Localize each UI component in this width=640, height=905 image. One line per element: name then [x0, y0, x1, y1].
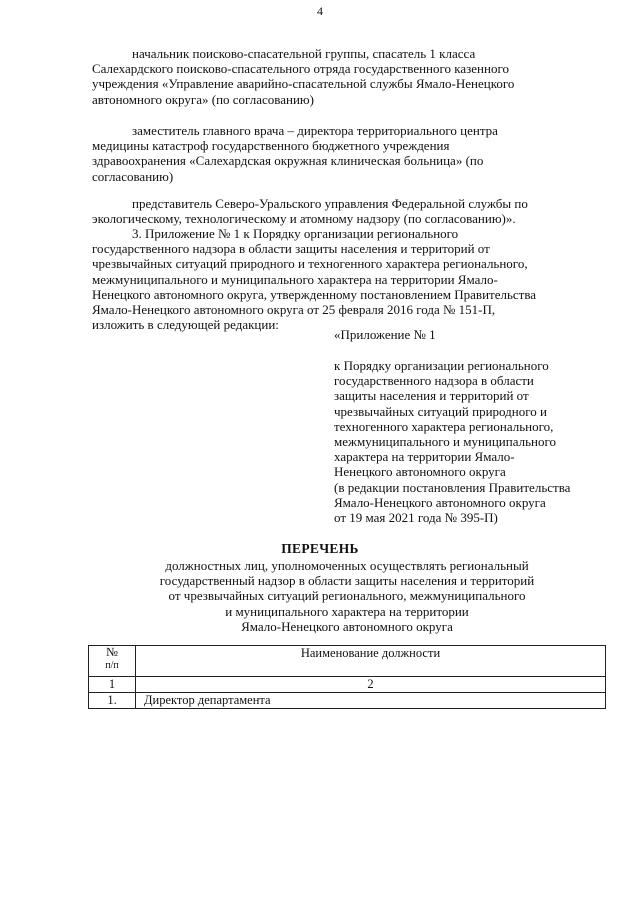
- text-line: Ямало-Ненецкого автономного округа от 25 февраля 2016 года № 151-П,: [92, 302, 496, 318]
- text-line: начальник поисково-спасательной группы, спасатель 1 класса: [132, 46, 476, 61]
- text-line: изложить в следующей редакции:: [92, 317, 279, 333]
- amendment-paragraph: [92, 226, 602, 332]
- text-line: 3. Приложение № 1 к Порядку организации регионального: [132, 226, 459, 241]
- row-position-name: Директор департамента: [136, 693, 606, 709]
- index-cell: 1: [89, 677, 136, 693]
- text-line: представитель Северо-Уральского управления Федеральной службы по: [132, 196, 528, 211]
- text-line: от чрезвычайных ситуаций регионального, межмуниципального: [168, 588, 526, 604]
- text-line: государственного надзора в области: [334, 373, 534, 389]
- text-line: Салехардского поисково-спасательного отряда государственного казенного: [92, 61, 509, 77]
- text-line: межмуниципального и муниципального: [334, 434, 556, 450]
- text-line: должностных лиц, уполномоченных осуществлять региональный: [165, 558, 529, 573]
- text-line: и муниципального характера на территории: [225, 603, 469, 619]
- text-line: межмуниципального и муниципального характера на территории Ямало-: [92, 271, 498, 287]
- header-number-label: №: [106, 645, 118, 659]
- positions-table: [88, 645, 606, 709]
- text-line: медицины катастроф государственного бюджетного учреждения: [92, 138, 450, 154]
- text-line: экологическому, технологическому и атомному надзору (по согласованию)».: [92, 211, 516, 227]
- header-number-sub-label: п/п: [105, 660, 119, 671]
- page-number: 4: [317, 4, 323, 18]
- text-line: Ненецкого автономного округа, утвержденному постановлением Правительства: [92, 286, 537, 302]
- list-title: ПЕРЕЧЕНЬ: [281, 541, 359, 556]
- text-line: учреждения «Управление аварийно-спасательной службы Ямало-Ненецкого: [92, 76, 515, 92]
- table-index-row: [89, 677, 606, 693]
- member-entry-rescue-group-chief: [92, 46, 602, 107]
- text-line: согласованию): [92, 168, 174, 184]
- text-line: Ямало-Ненецкого автономного округа: [241, 618, 453, 634]
- text-line: государственного надзора в области защиты населения и территорий от: [92, 241, 490, 257]
- list-subtitle: [92, 558, 602, 634]
- text-line: чрезвычайных ситуаций природного и техногенного характера регионального,: [92, 256, 528, 272]
- text-line: чрезвычайных ситуаций природного и: [334, 403, 547, 419]
- text-line: здравоохранения «Салехардская окружная клиническая больница» (по: [92, 153, 484, 169]
- text-line: государственный надзор в области защиты населения и территорий: [159, 573, 535, 589]
- text-line: защиты населения и территорий от: [334, 388, 529, 404]
- index-cell: 2: [136, 677, 606, 693]
- text-line: Ямало-Ненецкого автономного округа: [334, 494, 546, 510]
- text-line: от 19 мая 2021 года № 395-П): [334, 510, 498, 526]
- text-line: характера на территории Ямало-: [334, 449, 515, 465]
- member-entry-deputy-chief-doctor: [92, 123, 602, 184]
- text-line: Ненецкого автономного округа: [334, 464, 506, 480]
- text-line: к Порядку организации регионального: [334, 358, 549, 373]
- header-number-cell: [89, 646, 136, 677]
- table-header-row: [89, 646, 606, 677]
- text-line: автономного округа» (по согласованию): [92, 91, 314, 107]
- text-line: заместитель главного врача – директора территориального центра: [132, 123, 498, 138]
- annex-reference: [334, 358, 604, 525]
- annex-title: «Приложение № 1: [334, 327, 436, 342]
- header-position-name: Наименование должности: [136, 646, 606, 677]
- text-line: техногенного характера регионального,: [334, 418, 554, 434]
- text-line: (в редакции постановления Правительства: [334, 479, 571, 495]
- table-row: [89, 693, 606, 709]
- row-number: 1.: [89, 693, 136, 709]
- member-entry-rostekhnadzor-representative: [92, 196, 602, 226]
